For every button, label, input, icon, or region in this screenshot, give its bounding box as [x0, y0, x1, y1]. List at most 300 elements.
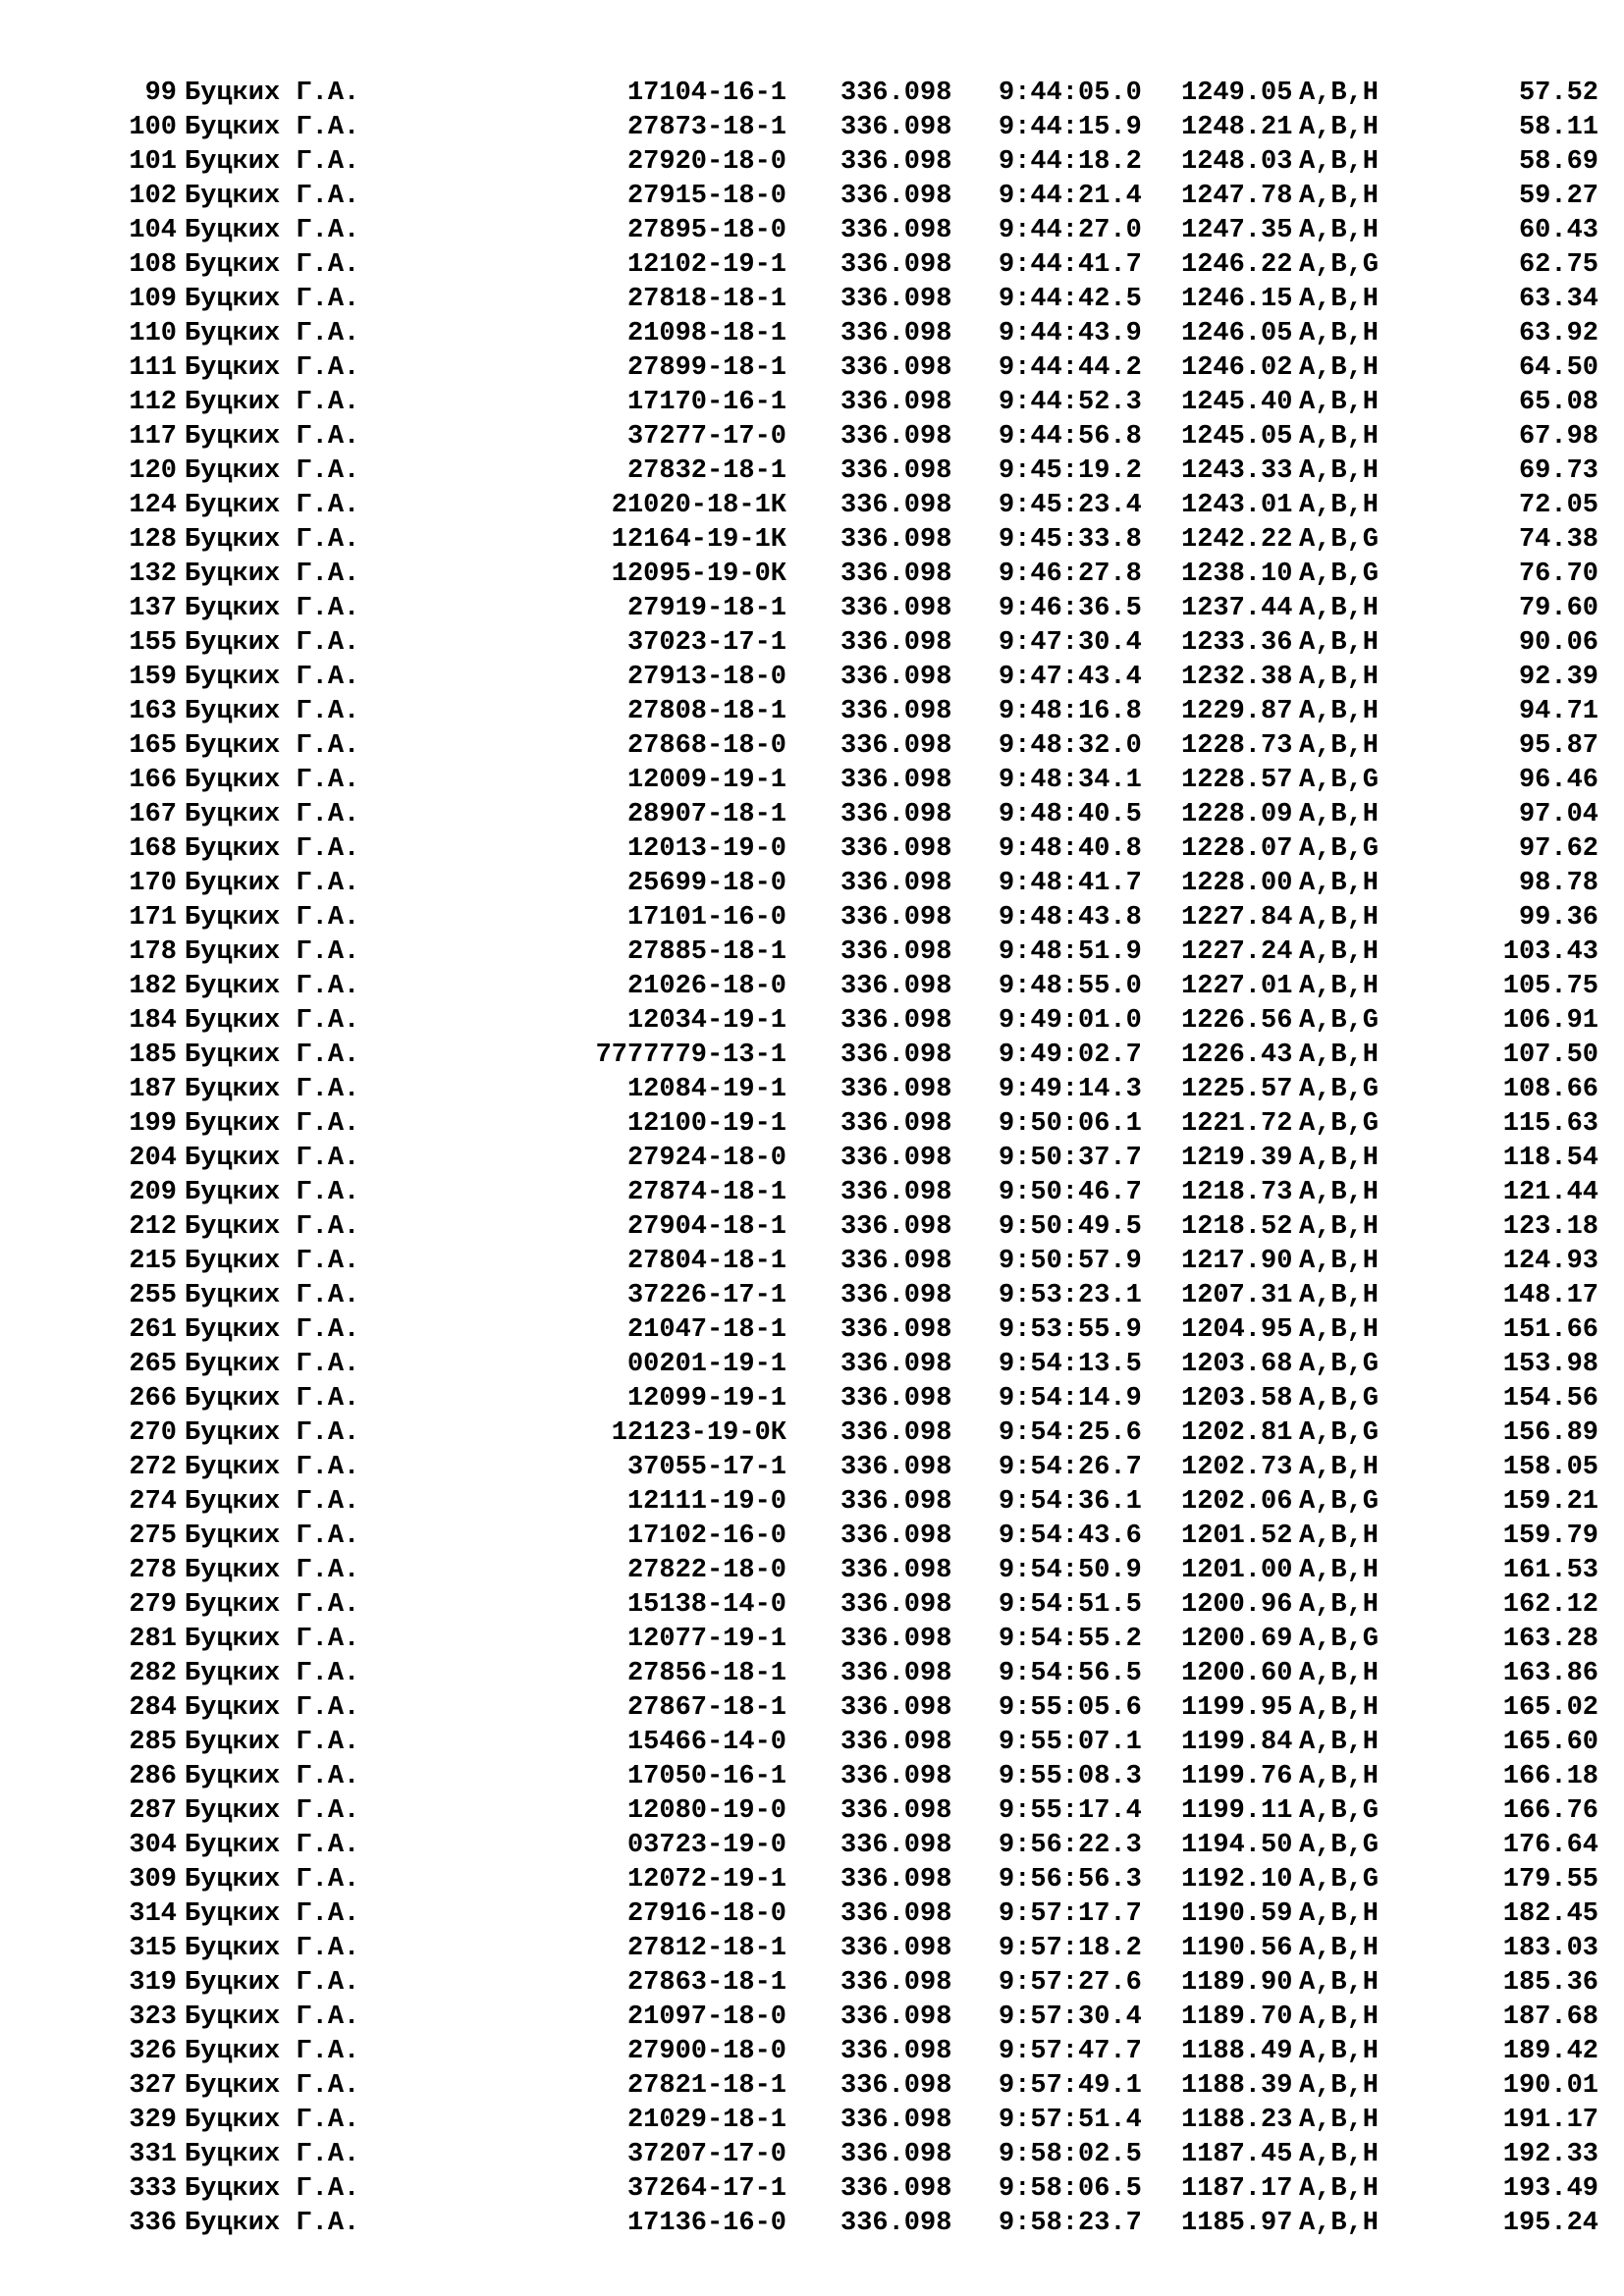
place-cell: 204: [129, 1144, 177, 1173]
ring-number-cell: 12095-19-0К: [611, 560, 786, 589]
table-row: [0, 214, 1624, 248]
fancier-name-cell: Буцких Г.А.: [185, 731, 360, 761]
arrival-time-cell: 9:48:40.8: [999, 834, 1142, 864]
place-cell: 282: [129, 1659, 177, 1688]
place-cell: 319: [129, 1968, 177, 1998]
category-cell: A,B,H: [1299, 113, 1380, 142]
speed-cell: 1187.45: [1181, 2140, 1293, 2169]
arrival-time-cell: 9:47:43.4: [999, 663, 1142, 692]
coefficient-cell: 57.52: [1518, 79, 1598, 108]
distance-cell: 336.098: [840, 2174, 952, 2204]
ring-number-cell: 27804-18-1: [626, 1247, 786, 1276]
speed-cell: 1190.59: [1181, 1899, 1293, 1929]
ring-number-cell: 17170-16-1: [626, 388, 786, 417]
category-cell: A,B,H: [1299, 1762, 1380, 1791]
coefficient-cell: 65.08: [1518, 388, 1598, 417]
coefficient-cell: 74.38: [1518, 525, 1598, 555]
table-row: [0, 764, 1624, 798]
speed-cell: 1190.56: [1181, 1934, 1293, 1963]
coefficient-cell: 92.39: [1518, 663, 1598, 692]
ring-number-cell: 37207-17-0: [626, 2140, 786, 2169]
coefficient-cell: 192.33: [1502, 2140, 1598, 2169]
place-cell: 326: [129, 2037, 177, 2066]
speed-cell: 1246.15: [1181, 285, 1293, 314]
table-row: [0, 1416, 1624, 1451]
ring-number-cell: 27856-18-1: [626, 1659, 786, 1688]
category-cell: A,B,H: [1299, 285, 1380, 314]
coefficient-cell: 187.68: [1502, 2002, 1598, 2032]
ring-number-cell: 12080-19-0: [626, 1796, 786, 1826]
place-cell: 132: [129, 560, 177, 589]
fancier-name-cell: Буцких Г.А.: [185, 1762, 360, 1791]
category-cell: A,B,G: [1299, 525, 1380, 555]
coefficient-cell: 185.36: [1502, 1968, 1598, 1998]
arrival-time-cell: 9:55:17.4: [999, 1796, 1142, 1826]
speed-cell: 1245.05: [1181, 422, 1293, 452]
ring-number-cell: 27916-18-0: [626, 1899, 786, 1929]
place-cell: 112: [129, 388, 177, 417]
speed-cell: 1200.96: [1181, 1590, 1293, 1620]
coefficient-cell: 158.05: [1502, 1453, 1598, 1482]
place-cell: 286: [129, 1762, 177, 1791]
distance-cell: 336.098: [840, 1762, 952, 1791]
coefficient-cell: 179.55: [1502, 1865, 1598, 1895]
distance-cell: 336.098: [840, 1899, 952, 1929]
arrival-time-cell: 9:54:25.6: [999, 1418, 1142, 1448]
arrival-time-cell: 9:54:55.2: [999, 1625, 1142, 1654]
place-cell: 285: [129, 1728, 177, 1757]
speed-cell: 1246.02: [1181, 353, 1293, 383]
ring-number-cell: 21098-18-1: [626, 319, 786, 348]
table-row: [0, 77, 1624, 111]
arrival-time-cell: 9:49:14.3: [999, 1075, 1142, 1104]
fancier-name-cell: Буцких Г.А.: [185, 1041, 360, 1070]
category-cell: A,B,H: [1299, 1178, 1380, 1207]
place-cell: 261: [129, 1315, 177, 1345]
distance-cell: 336.098: [840, 1968, 952, 1998]
place-cell: 104: [129, 216, 177, 245]
place-cell: 209: [129, 1178, 177, 1207]
distance-cell: 336.098: [840, 903, 952, 933]
ring-number-cell: 21029-18-1: [626, 2106, 786, 2135]
category-cell: A,B,H: [1299, 1934, 1380, 1963]
speed-cell: 1249.05: [1181, 79, 1293, 108]
distance-cell: 336.098: [840, 1831, 952, 1860]
speed-cell: 1188.39: [1181, 2071, 1293, 2101]
ring-number-cell: 27818-18-1: [626, 285, 786, 314]
speed-cell: 1218.73: [1181, 1178, 1293, 1207]
coefficient-cell: 115.63: [1502, 1109, 1598, 1139]
distance-cell: 336.098: [840, 697, 952, 726]
speed-cell: 1217.90: [1181, 1247, 1293, 1276]
place-cell: 323: [129, 2002, 177, 2032]
arrival-time-cell: 9:50:06.1: [999, 1109, 1142, 1139]
place-cell: 279: [129, 1590, 177, 1620]
arrival-time-cell: 9:46:36.5: [999, 594, 1142, 623]
coefficient-cell: 95.87: [1518, 731, 1598, 761]
coefficient-cell: 190.01: [1502, 2071, 1598, 2101]
coefficient-cell: 165.02: [1502, 1693, 1598, 1723]
distance-cell: 336.098: [840, 456, 952, 486]
arrival-time-cell: 9:44:05.0: [999, 79, 1142, 108]
category-cell: A,B,G: [1299, 1487, 1380, 1517]
category-cell: A,B,H: [1299, 1693, 1380, 1723]
coefficient-cell: 189.42: [1502, 2037, 1598, 2066]
distance-cell: 336.098: [840, 1109, 952, 1139]
fancier-name-cell: Буцких Г.А.: [185, 834, 360, 864]
table-row: [0, 661, 1624, 695]
ring-number-cell: 27874-18-1: [626, 1178, 786, 1207]
arrival-time-cell: 9:48:43.8: [999, 903, 1142, 933]
place-cell: 163: [129, 697, 177, 726]
place-cell: 274: [129, 1487, 177, 1517]
table-row: [0, 2207, 1624, 2241]
coefficient-cell: 162.12: [1502, 1590, 1598, 1620]
coefficient-cell: 60.43: [1518, 216, 1598, 245]
arrival-time-cell: 9:45:23.4: [999, 491, 1142, 520]
coefficient-cell: 69.73: [1518, 456, 1598, 486]
category-cell: A,B,H: [1299, 1281, 1380, 1310]
fancier-name-cell: Буцких Г.А.: [185, 1796, 360, 1826]
coefficient-cell: 98.78: [1518, 869, 1598, 898]
table-row: [0, 798, 1624, 832]
fancier-name-cell: Буцких Г.А.: [185, 1281, 360, 1310]
speed-cell: 1232.38: [1181, 663, 1293, 692]
speed-cell: 1242.22: [1181, 525, 1293, 555]
coefficient-cell: 107.50: [1502, 1041, 1598, 1070]
table-row: [0, 1245, 1624, 1279]
table-row: [0, 1691, 1624, 1726]
coefficient-cell: 153.98: [1502, 1350, 1598, 1379]
fancier-name-cell: Буцких Г.А.: [185, 1865, 360, 1895]
speed-cell: 1221.72: [1181, 1109, 1293, 1139]
category-cell: A,B,H: [1299, 2174, 1380, 2204]
arrival-time-cell: 9:53:23.1: [999, 1281, 1142, 1310]
category-cell: A,B,H: [1299, 869, 1380, 898]
fancier-name-cell: Буцких Г.А.: [185, 250, 360, 280]
speed-cell: 1228.00: [1181, 869, 1293, 898]
place-cell: 304: [129, 1831, 177, 1860]
distance-cell: 336.098: [840, 1418, 952, 1448]
place-cell: 184: [129, 1006, 177, 1036]
coefficient-cell: 156.89: [1502, 1418, 1598, 1448]
category-cell: A,B,G: [1299, 1831, 1380, 1860]
coefficient-cell: 151.66: [1502, 1315, 1598, 1345]
arrival-time-cell: 9:54:56.5: [999, 1659, 1142, 1688]
arrival-time-cell: 9:54:14.9: [999, 1384, 1142, 1414]
table-row: [0, 1829, 1624, 1863]
coefficient-cell: 124.93: [1502, 1247, 1598, 1276]
arrival-time-cell: 9:50:49.5: [999, 1212, 1142, 1242]
fancier-name-cell: Буцких Г.А.: [185, 1212, 360, 1242]
fancier-name-cell: Буцких Г.А.: [185, 1418, 360, 1448]
ring-number-cell: 27832-18-1: [626, 456, 786, 486]
table-row: [0, 2138, 1624, 2172]
coefficient-cell: 67.98: [1518, 422, 1598, 452]
table-row: [0, 867, 1624, 901]
category-cell: A,B,H: [1299, 2106, 1380, 2135]
category-cell: A,B,H: [1299, 1315, 1380, 1345]
category-cell: A,B,G: [1299, 1006, 1380, 1036]
distance-cell: 336.098: [840, 800, 952, 829]
place-cell: 275: [129, 1522, 177, 1551]
category-cell: A,B,H: [1299, 79, 1380, 108]
table-row: [0, 901, 1624, 935]
fancier-name-cell: Буцких Г.А.: [185, 1247, 360, 1276]
fancier-name-cell: Буцких Г.А.: [185, 1487, 360, 1517]
table-row: [0, 1657, 1624, 1691]
coefficient-cell: 195.24: [1502, 2209, 1598, 2238]
fancier-name-cell: Буцких Г.А.: [185, 1693, 360, 1723]
speed-cell: 1200.60: [1181, 1659, 1293, 1688]
coefficient-cell: 105.75: [1502, 972, 1598, 1001]
category-cell: A,B,H: [1299, 2002, 1380, 2032]
table-row: [0, 1279, 1624, 1313]
arrival-time-cell: 9:53:55.9: [999, 1315, 1142, 1345]
ring-number-cell: 27919-18-1: [626, 594, 786, 623]
fancier-name-cell: Буцких Г.А.: [185, 1728, 360, 1757]
distance-cell: 336.098: [840, 1728, 952, 1757]
category-cell: A,B,G: [1299, 1350, 1380, 1379]
distance-cell: 336.098: [840, 1487, 952, 1517]
coefficient-cell: 159.79: [1502, 1522, 1598, 1551]
fancier-name-cell: Буцких Г.А.: [185, 2174, 360, 2204]
distance-cell: 336.098: [840, 1659, 952, 1688]
table-row: [0, 1142, 1624, 1176]
distance-cell: 336.098: [840, 1144, 952, 1173]
distance-cell: 336.098: [840, 2071, 952, 2101]
coefficient-cell: 58.11: [1518, 113, 1598, 142]
distance-cell: 336.098: [840, 147, 952, 177]
category-cell: A,B,G: [1299, 1418, 1380, 1448]
speed-cell: 1203.58: [1181, 1384, 1293, 1414]
distance-cell: 336.098: [840, 2002, 952, 2032]
arrival-time-cell: 9:57:51.4: [999, 2106, 1142, 2135]
distance-cell: 336.098: [840, 1350, 952, 1379]
distance-cell: 336.098: [840, 1212, 952, 1242]
ring-number-cell: 27899-18-1: [626, 353, 786, 383]
place-cell: 102: [129, 182, 177, 211]
arrival-time-cell: 9:50:37.7: [999, 1144, 1142, 1173]
category-cell: A,B,G: [1299, 1796, 1380, 1826]
table-row: [0, 558, 1624, 592]
ring-number-cell: 27885-18-1: [626, 937, 786, 967]
speed-cell: 1201.52: [1181, 1522, 1293, 1551]
distance-cell: 336.098: [840, 353, 952, 383]
ring-number-cell: 17104-16-1: [626, 79, 786, 108]
table-row: [0, 386, 1624, 420]
category-cell: A,B,H: [1299, 1968, 1380, 1998]
table-row: [0, 695, 1624, 729]
arrival-time-cell: 9:57:47.7: [999, 2037, 1142, 2066]
ring-number-cell: 27821-18-1: [626, 2071, 786, 2101]
place-cell: 117: [129, 422, 177, 452]
distance-cell: 336.098: [840, 1384, 952, 1414]
place-cell: 137: [129, 594, 177, 623]
coefficient-cell: 79.60: [1518, 594, 1598, 623]
ring-number-cell: 28907-18-1: [626, 800, 786, 829]
table-row: [0, 111, 1624, 145]
ring-number-cell: 27822-18-0: [626, 1556, 786, 1585]
table-row: [0, 1382, 1624, 1416]
fancier-name-cell: Буцких Г.А.: [185, 456, 360, 486]
coefficient-cell: 72.05: [1518, 491, 1598, 520]
speed-cell: 1202.73: [1181, 1453, 1293, 1482]
fancier-name-cell: Буцких Г.А.: [185, 216, 360, 245]
table-row: [0, 2104, 1624, 2138]
ring-number-cell: 12099-19-1: [626, 1384, 786, 1414]
fancier-name-cell: Буцких Г.А.: [185, 79, 360, 108]
speed-cell: 1189.90: [1181, 1968, 1293, 1998]
place-cell: 187: [129, 1075, 177, 1104]
fancier-name-cell: Буцких Г.А.: [185, 1144, 360, 1173]
category-cell: A,B,H: [1299, 1899, 1380, 1929]
speed-cell: 1233.36: [1181, 628, 1293, 658]
speed-cell: 1202.81: [1181, 1418, 1293, 1448]
distance-cell: 336.098: [840, 2037, 952, 2066]
category-cell: A,B,H: [1299, 800, 1380, 829]
ring-number-cell: 27808-18-1: [626, 697, 786, 726]
fancier-name-cell: Буцких Г.А.: [185, 1315, 360, 1345]
ring-number-cell: 21026-18-0: [626, 972, 786, 1001]
speed-cell: 1248.03: [1181, 147, 1293, 177]
coefficient-cell: 166.76: [1502, 1796, 1598, 1826]
distance-cell: 336.098: [840, 972, 952, 1001]
place-cell: 309: [129, 1865, 177, 1895]
distance-cell: 336.098: [840, 422, 952, 452]
arrival-time-cell: 9:45:19.2: [999, 456, 1142, 486]
table-row: [0, 1966, 1624, 2001]
coefficient-cell: 166.18: [1502, 1762, 1598, 1791]
place-cell: 124: [129, 491, 177, 520]
coefficient-cell: 121.44: [1502, 1178, 1598, 1207]
category-cell: A,B,H: [1299, 1247, 1380, 1276]
place-cell: 166: [129, 766, 177, 795]
arrival-time-cell: 9:48:55.0: [999, 972, 1142, 1001]
distance-cell: 336.098: [840, 319, 952, 348]
fancier-name-cell: Буцких Г.А.: [185, 1934, 360, 1963]
category-cell: A,B,G: [1299, 834, 1380, 864]
fancier-name-cell: Буцких Г.А.: [185, 1178, 360, 1207]
distance-cell: 336.098: [840, 79, 952, 108]
category-cell: A,B,H: [1299, 353, 1380, 383]
ring-number-cell: 27895-18-0: [626, 216, 786, 245]
ring-number-cell: 12164-19-1К: [611, 525, 786, 555]
distance-cell: 336.098: [840, 1522, 952, 1551]
category-cell: A,B,G: [1299, 1109, 1380, 1139]
category-cell: A,B,G: [1299, 1625, 1380, 1654]
coefficient-cell: 148.17: [1502, 1281, 1598, 1310]
arrival-time-cell: 9:56:56.3: [999, 1865, 1142, 1895]
fancier-name-cell: Буцких Г.А.: [185, 388, 360, 417]
ring-number-cell: 27904-18-1: [626, 1212, 786, 1242]
coefficient-cell: 182.45: [1502, 1899, 1598, 1929]
table-row: [0, 283, 1624, 317]
place-cell: 333: [129, 2174, 177, 2204]
arrival-time-cell: 9:48:16.8: [999, 697, 1142, 726]
coefficient-cell: 103.43: [1502, 937, 1598, 967]
arrival-time-cell: 9:54:26.7: [999, 1453, 1142, 1482]
fancier-name-cell: Буцких Г.А.: [185, 422, 360, 452]
table-row: [0, 2001, 1624, 2035]
fancier-name-cell: Буцких Г.А.: [185, 525, 360, 555]
fancier-name-cell: Буцких Г.А.: [185, 2106, 360, 2135]
arrival-time-cell: 9:44:41.7: [999, 250, 1142, 280]
arrival-time-cell: 9:54:36.1: [999, 1487, 1142, 1517]
coefficient-cell: 94.71: [1518, 697, 1598, 726]
category-cell: A,B,H: [1299, 972, 1380, 1001]
distance-cell: 336.098: [840, 1041, 952, 1070]
fancier-name-cell: Буцких Г.А.: [185, 2140, 360, 2169]
fancier-name-cell: Буцких Г.А.: [185, 1831, 360, 1860]
table-row: [0, 1485, 1624, 1520]
ring-number-cell: 21097-18-0: [626, 2002, 786, 2032]
speed-cell: 1188.49: [1181, 2037, 1293, 2066]
speed-cell: 1226.56: [1181, 1006, 1293, 1036]
coefficient-cell: 118.54: [1502, 1144, 1598, 1173]
category-cell: A,B,G: [1299, 766, 1380, 795]
fancier-name-cell: Буцких Г.А.: [185, 113, 360, 142]
category-cell: A,B,H: [1299, 594, 1380, 623]
arrival-time-cell: 9:57:30.4: [999, 2002, 1142, 2032]
place-cell: 336: [129, 2209, 177, 2238]
category-cell: A,B,H: [1299, 1659, 1380, 1688]
table-row: [0, 1554, 1624, 1588]
ring-number-cell: 27900-18-0: [626, 2037, 786, 2066]
arrival-time-cell: 9:44:18.2: [999, 147, 1142, 177]
ring-number-cell: 12111-19-0: [626, 1487, 786, 1517]
ring-number-cell: 27863-18-1: [626, 1968, 786, 1998]
place-cell: 99: [144, 79, 177, 108]
distance-cell: 336.098: [840, 834, 952, 864]
category-cell: A,B,G: [1299, 1384, 1380, 1414]
category-cell: A,B,H: [1299, 147, 1380, 177]
table-row: [0, 1039, 1624, 1073]
place-cell: 270: [129, 1418, 177, 1448]
place-cell: 266: [129, 1384, 177, 1414]
table-row: [0, 1863, 1624, 1897]
ring-number-cell: 17050-16-1: [626, 1762, 786, 1791]
distance-cell: 336.098: [840, 388, 952, 417]
fancier-name-cell: Буцких Г.А.: [185, 1109, 360, 1139]
speed-cell: 1204.95: [1181, 1315, 1293, 1345]
arrival-time-cell: 9:54:13.5: [999, 1350, 1142, 1379]
speed-cell: 1246.05: [1181, 319, 1293, 348]
arrival-time-cell: 9:46:27.8: [999, 560, 1142, 589]
fancier-name-cell: Буцких Г.А.: [185, 319, 360, 348]
speed-cell: 1201.00: [1181, 1556, 1293, 1585]
speed-cell: 1225.57: [1181, 1075, 1293, 1104]
coefficient-cell: 154.56: [1502, 1384, 1598, 1414]
distance-cell: 336.098: [840, 1178, 952, 1207]
coefficient-cell: 76.70: [1518, 560, 1598, 589]
table-row: [0, 1520, 1624, 1554]
arrival-time-cell: 9:44:43.9: [999, 319, 1142, 348]
table-row: [0, 1348, 1624, 1382]
table-row: [0, 489, 1624, 523]
fancier-name-cell: Буцких Г.А.: [185, 1590, 360, 1620]
ring-number-cell: 27868-18-0: [626, 731, 786, 761]
table-row: [0, 1932, 1624, 1966]
fancier-name-cell: Буцких Г.А.: [185, 869, 360, 898]
category-cell: A,B,H: [1299, 1728, 1380, 1757]
fancier-name-cell: Буцких Г.А.: [185, 663, 360, 692]
distance-cell: 336.098: [840, 1934, 952, 1963]
arrival-time-cell: 9:55:08.3: [999, 1762, 1142, 1791]
fancier-name-cell: Буцких Г.А.: [185, 697, 360, 726]
coefficient-cell: 97.62: [1518, 834, 1598, 864]
ring-number-cell: 27812-18-1: [626, 1934, 786, 1963]
